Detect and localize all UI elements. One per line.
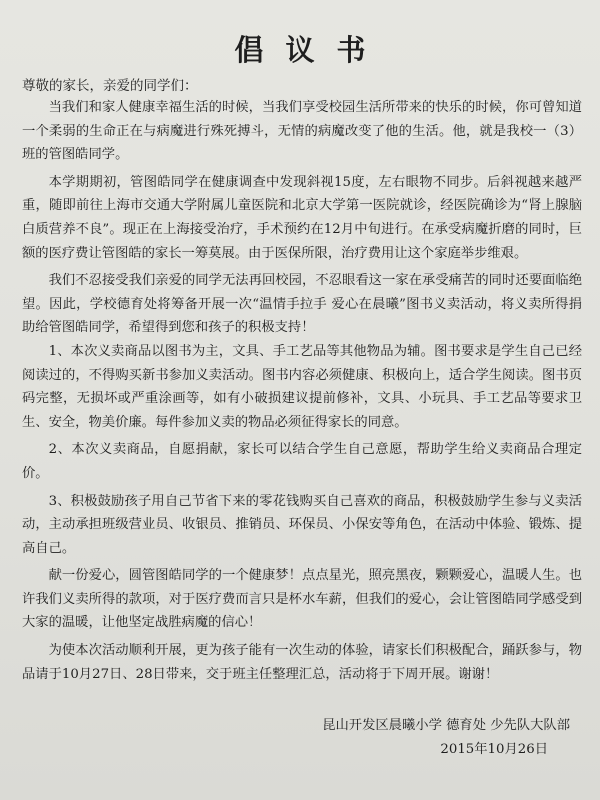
paragraph-background: 本学期期初，管图皓同学在健康调查中发现斜视15度，左右眼物不同步。后斜视越来越严重，随即前往上海市交通大学附属儿童医院和北京大学第一医院就诊，经医院确诊为“肾上腺脑白质营养不良”。现正在上海接受治疗，手术预约在12月中旬进行。在承受病魔折磨的同时，巨额的医疗费让管图皓的家长一筹莫展。由于医保所限，治疗费用让这个家庭举步维艰。 [22, 174, 582, 261]
signature-block [310, 714, 570, 762]
paragraph-closing: 为使本次活动顺利开展，更为孩子能有一次生动的体验，请家长们积极配合，踊跃参与，物品请于10月27日、28日带来，交于班主任整理汇总，活动将于下周开展。谢谢！ [22, 643, 582, 682]
paragraph-rule-3: 3、积极鼓励孩子用自己节省下来的零花钱购买自己喜欢的商品，积极鼓励学生参与义卖活动，主动承担班级营业员、收银员、推销员、环保员、小保安等角色，在活动中体验、锻炼、提高自己。 [22, 493, 582, 556]
paragraph-activity: 我们不忍接受我们亲爱的同学无法再回校园，不忍眼看这一家在承受痛苦的同时还要面临绝望。因此，学校德育处将筹备开展一次“温情手拉手 爱心在晨曦”图书义卖活动，将义卖所得捐助给管图皓同学，希望得到您和孩子的积极支持！ [22, 273, 582, 336]
signature-date: 2015年10月26日 [440, 742, 548, 757]
greeting: 尊敬的家长，亲爱的同学们： [22, 78, 198, 94]
letter-body [22, 96, 582, 686]
paragraph-rule-1: 1、本次义卖商品以图书为主，文具、手工艺品等其他物品为辅。图书要求是学生自己已经阅读过的，不得购买新书参加义卖活动。图书内容必须健康、积极向上，适合学生阅读。图书页码完整，无损坏或严重涂画等，如有小破损建议提前修补，文具、小玩具、手工艺品等要求卫生、安全，物美价廉。每件参加义卖的物品必须征得家长的同意。 [22, 343, 582, 430]
paragraph-appeal: 献一份爱心，圆管图皓同学的一个健康梦！点点星光，照亮黑夜，颗颗爱心，温暖人生。也许我们义卖所得的款项，对于医疗费而言只是杯水车薪，但我们的爱心，会让管图皓同学感受到大家的温暖，让他坚定战胜病魔的信心！ [22, 568, 582, 631]
paragraph-rule-2: 2、本次义卖商品，自愿捐献，家长可以结合学生自己意愿，帮助学生给义卖商品合理定价。 [22, 442, 582, 481]
paragraph-intro: 当我们和家人健康幸福生活的时候，当我们享受校园生活所带来的快乐的时候，你可曾知道一个柔弱的生命正在与病魔进行殊死搏斗，无情的病魔改变了他的生活。他，就是我校一（3）班的管图皓同学。 [22, 100, 582, 163]
document-title: 倡议书 [234, 33, 388, 67]
signature-org: 昆山开发区晨曦小学 德育处 少先队大队部 [322, 718, 570, 733]
